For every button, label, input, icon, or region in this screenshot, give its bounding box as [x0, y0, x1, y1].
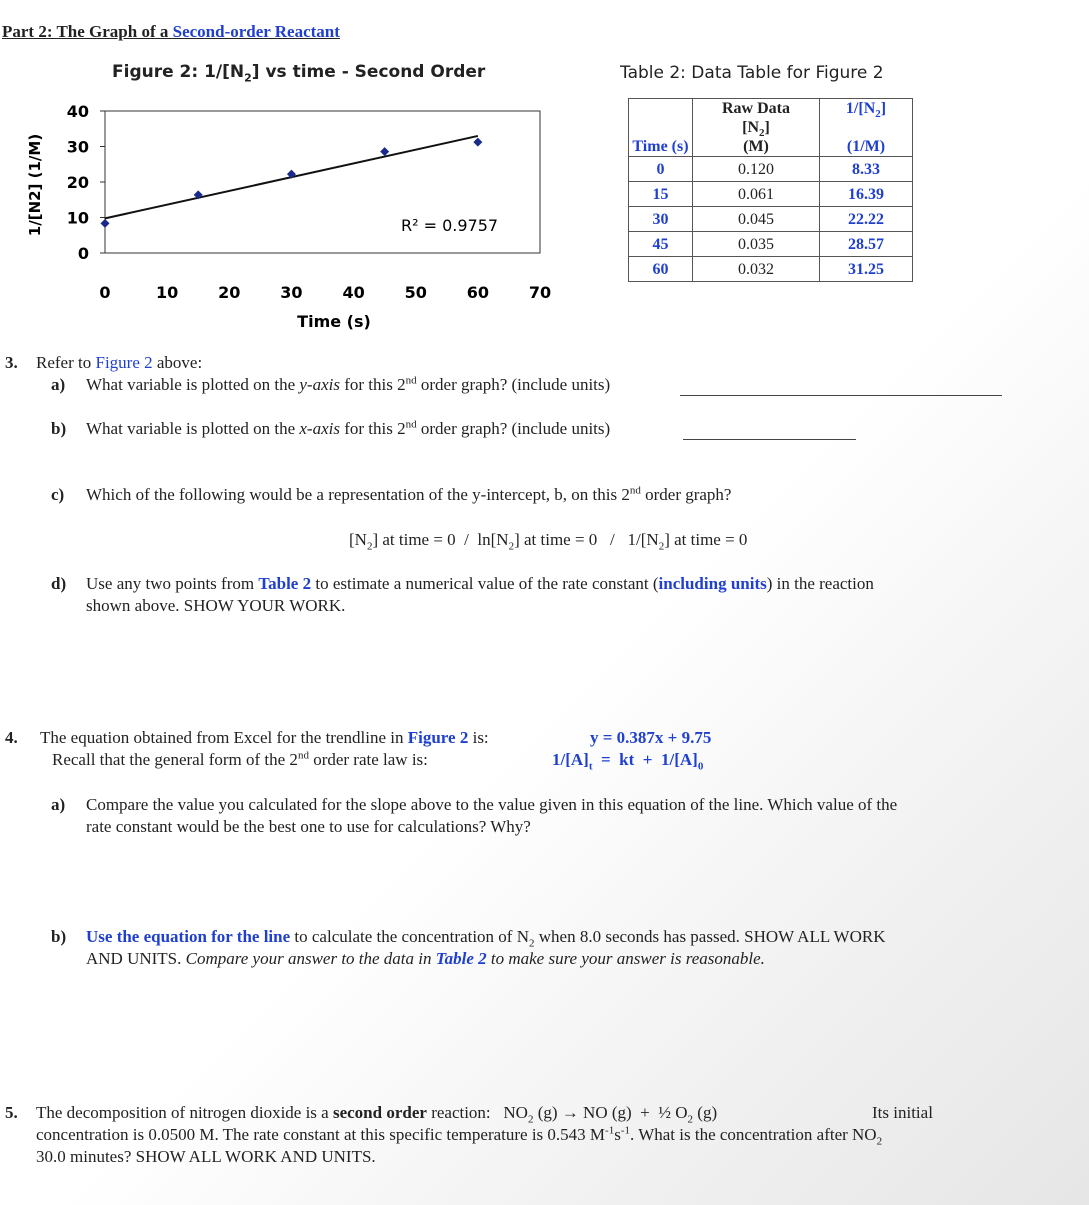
data-point	[380, 147, 389, 156]
q3d-label: d)	[51, 574, 67, 593]
q3a-answer-line[interactable]	[680, 395, 1002, 396]
q4-equation: y = 0.387x + 9.75	[590, 728, 712, 747]
x-tick-label: 40	[342, 283, 365, 302]
x-tick-label: 70	[528, 283, 552, 302]
cell-inverse: 28.57	[820, 232, 913, 257]
q3a-text: What variable is plotted on the y-axis for this 2nd order graph? (include units)	[86, 374, 611, 394]
q4b-label: b)	[51, 927, 67, 946]
q4a-label: a)	[51, 795, 66, 814]
q4-number: 4.	[5, 728, 18, 747]
table-row	[629, 257, 913, 282]
q3b-text: What variable is plotted on the x-axis for this 2nd order graph? (include units)	[86, 418, 611, 438]
cell-inverse: 16.39	[820, 182, 913, 207]
y-tick-label: 20	[66, 173, 89, 192]
x-tick-label: 50	[404, 283, 427, 302]
q3-intro: Refer to Figure 2 above:	[36, 353, 203, 372]
data-point	[101, 219, 110, 228]
y-tick-label: 0	[77, 244, 89, 263]
x-tick-label: 10	[156, 283, 179, 302]
table-row	[629, 157, 913, 182]
q5-line1: The decomposition of nitrogen dioxide is a second order reaction: $NO_2$ (g) → NO (g) + ½ $O_2$ (g)	[36, 1103, 718, 1126]
q3b-label: b)	[51, 419, 67, 438]
q5-line3: 30.0 minutes? SHOW ALL WORK AND UNITS.	[36, 1147, 376, 1166]
x-tick-label: 60	[466, 283, 489, 302]
figure-2-chart	[0, 95, 560, 340]
cell-inverse: 8.33	[820, 157, 913, 182]
y-axis-label: 1/[N2] (1/M)	[26, 133, 44, 237]
header-time: Time (s)	[629, 99, 693, 157]
q5-line2: concentration is 0.0500 M. The rate constant at this specific temperature is 0.543 $M^{-1}s^{-1}$. What is the concentration after $NO_2$	[36, 1124, 883, 1148]
q5-number: 5.	[5, 1103, 18, 1122]
part-title-link[interactable]: Second-order Reactant	[172, 22, 340, 41]
r-squared-label: R² = 0.9757	[401, 216, 499, 235]
part-title	[2, 22, 340, 42]
q4b-text: Use the equation for the line to calculate the concentration of $N_2$ when 8.0 seconds has passed. SHOW ALL WORK	[86, 927, 886, 950]
q3c-text: Which of the following would be a representation of the y-intercept, b, on this 2nd order graph?	[86, 484, 732, 504]
q3b-answer-line[interactable]	[683, 439, 856, 440]
q4b-table-link[interactable]: Table 2	[435, 949, 487, 968]
q3c-options: $[N_2]$ at time = $0 / \ln[N_2]$ at time = $0 / 1/[N_2]$ at time = 0	[349, 530, 748, 553]
cell-time: 15	[629, 182, 693, 207]
data-table	[628, 98, 913, 282]
q4b-text-line2: AND UNITS. Compare your answer to the data in Table 2 to make sure your answer is reasonable.	[86, 949, 765, 968]
x-tick-label: 20	[218, 283, 241, 302]
cell-time: 45	[629, 232, 693, 257]
q3d-text-line2: shown above. SHOW YOUR WORK.	[86, 596, 346, 615]
y-tick-label: 30	[66, 137, 89, 157]
q4-line2: Recall that the general form of the 2nd order rate law is:	[52, 749, 428, 769]
q4a-text: Compare the value you calculated for the slope above to the value given in this equation of the line. Which value of the	[86, 795, 898, 814]
cell-concentration: 0.045	[693, 207, 820, 232]
cell-concentration: 0.035	[693, 232, 820, 257]
x-tick-label: 0	[99, 283, 111, 302]
x-tick-label: 30	[280, 283, 303, 302]
x-axis-label: Time (s)	[297, 312, 371, 331]
table-row	[629, 232, 913, 257]
q3d-table-link[interactable]: Table 2	[258, 574, 312, 593]
figure-title: Figure 2: $1/[N_2]$ vs time - Second Order	[112, 62, 486, 85]
q5-line1-right: Its initial	[872, 1103, 933, 1122]
q4-rate-law: $1/[A]_t$ = kt + $1/[A]_0$	[552, 750, 704, 773]
part-title-prefix: Part 2: The Graph of a	[2, 22, 173, 41]
cell-concentration: 0.032	[693, 257, 820, 282]
table-header-row	[629, 99, 913, 157]
cell-concentration: 0.120	[693, 157, 820, 182]
q3-number: 3.	[5, 353, 18, 372]
header-raw-data: Raw Data $[N_2]$ (M)	[693, 99, 820, 157]
q3-figure-link[interactable]: Figure 2	[95, 353, 153, 372]
q4-figure-link[interactable]: Figure 2	[407, 728, 469, 747]
cell-time: 0	[629, 157, 693, 182]
q3d-text: Use any two points from Table 2 to estimate a numerical value of the rate constant (including units) in the reaction	[86, 574, 874, 593]
y-tick-label: 40	[66, 102, 89, 121]
data-point	[473, 138, 482, 147]
cell-inverse: 22.22	[820, 207, 913, 232]
q3a-label: a)	[51, 375, 66, 394]
q4a-text-line2: rate constant would be the best one to use for calculations? Why?	[86, 817, 531, 836]
cell-time: 30	[629, 207, 693, 232]
q4b-equation-link[interactable]: Use the equation for the line	[86, 927, 291, 946]
header-inverse: $1/[N_2]$ (1/M)	[820, 99, 913, 157]
q4-line1: The equation obtained from Excel for the trendline in Figure 2 is:	[40, 728, 489, 747]
table-row	[629, 182, 913, 207]
y-tick-label: 10	[66, 208, 89, 228]
cell-inverse: 31.25	[820, 257, 913, 282]
q3d-units-link[interactable]: including units	[658, 574, 767, 593]
cell-time: 60	[629, 257, 693, 282]
table-row	[629, 207, 913, 232]
q3c-label: c)	[51, 485, 65, 504]
table-title: Table 2: Data Table for Figure 2	[620, 63, 884, 83]
cell-concentration: 0.061	[693, 182, 820, 207]
